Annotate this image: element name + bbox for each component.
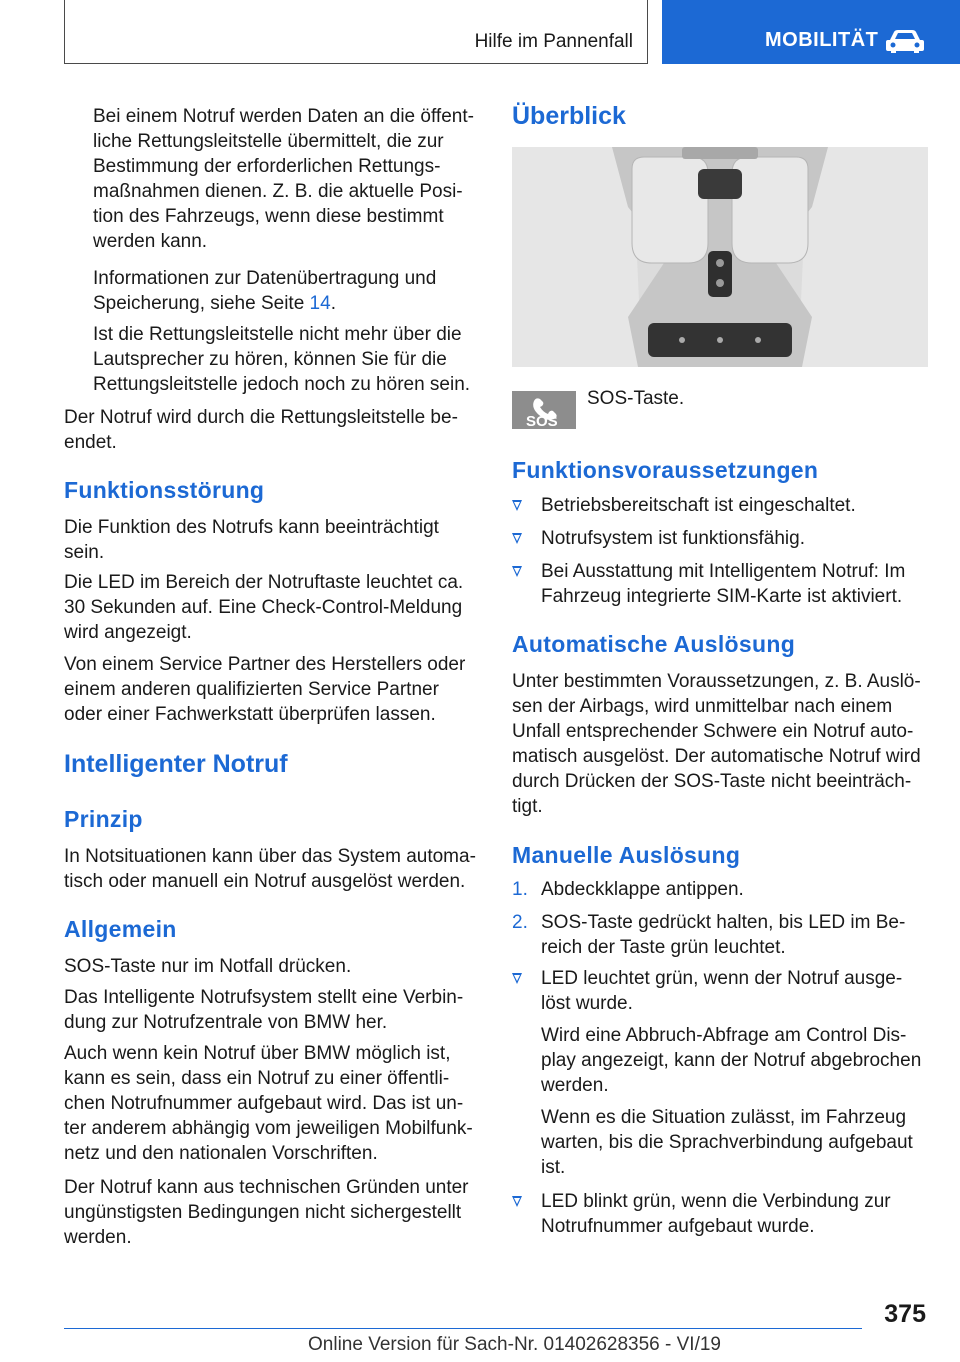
paragraph-function-impaired: Die Funktion des Notrufs kann beeinträchtigt sein. xyxy=(64,517,439,563)
paragraph-speaker: Ist die Rettungsleitstelle nicht mehr über die Lautsprecher zu hören, können Sie für die Rettungsleitstelle jedoch noch zu hören sein. xyxy=(93,324,471,395)
paragraph-service: Von einem Service Partner des Herstellers oder einem anderen qualifizierten Service Partner oder einer Fachwerkstatt überprüfen lassen. xyxy=(64,654,466,725)
sos-icon-text: SOS xyxy=(526,413,558,430)
paragraph-automatic: Unter bestimmten Voraussetzungen, z. B. Auslö‐sen der Airbags, wird unmittelbar nach einem Unfall entsprechender Schwere ein Notruf auto‐matisch ausgelöst. Der automatische Notruf wird durch Drücken der SOS-Taste nicht beeinträch‐tigt. xyxy=(512,671,921,817)
paragraph-public-number: Auch wenn kein Notruf über BMW möglich ist, kann es sein, dass ein Notruf zu einer öffentli‐chen Notrufnummer aufgebaut wird. Das ist un‐ter anderem abhängig vom jeweiligen Mobilfunk‐netz und den nationalen Vorschriften. xyxy=(64,1043,473,1164)
list-item-text: Notrufsystem ist funktionsfähig. xyxy=(541,528,805,549)
page-number: 375 xyxy=(884,1300,926,1328)
heading-intelligenter-notruf: Intelligenter Notruf xyxy=(64,750,288,778)
paragraph-principle: In Notsituationen kann über das System automa‐tisch oder manuell ein Notruf ausgelöst werden. xyxy=(64,846,476,892)
paragraph-call-end: Der Notruf wird durch die Rettungsleitstelle be‐endet. xyxy=(64,407,458,453)
paragraph-not-guaranteed: Der Notruf kann aus technischen Gründen unter ungünstigsten Bedingungen nicht sichergestellt werden. xyxy=(64,1177,469,1248)
sos-button-icon xyxy=(512,391,576,429)
paragraph-sos-only: SOS-Taste nur im Notfall drücken. xyxy=(64,956,352,977)
list-item xyxy=(512,559,926,609)
paragraph-led: Die LED im Bereich der Notruftaste leuchtet ca. 30 Sekunden auf. Eine Check-Control-Meldung wird angezeigt. xyxy=(64,572,464,643)
header-chapter-box xyxy=(662,0,960,64)
step-item xyxy=(512,910,926,960)
triangle-bullet-icon xyxy=(512,533,522,544)
heading-automatische-ausloesung: Automatische Auslösung xyxy=(512,631,796,657)
step-item xyxy=(512,877,926,902)
list-item xyxy=(512,526,926,551)
heading-manuelle-ausloesung: Manuelle Auslösung xyxy=(512,842,741,868)
list-item xyxy=(512,493,926,518)
step-number: 1. xyxy=(512,879,528,900)
header-chapter-title: MOBILITÄT xyxy=(765,29,879,51)
paragraph-connection: Das Intelligente Notrufsystem stellt eine Verbin‐dung zur Notrufzentrale von BMW her. xyxy=(64,987,464,1033)
step-text: SOS-Taste gedrückt halten, bis LED im Be‐reich der Taste grün leuchtet. xyxy=(541,912,906,958)
step-number: 2. xyxy=(512,912,528,933)
list-item-text: Betriebsbereitschaft ist eingeschaltet. xyxy=(541,495,856,516)
step-text: Abdeckklappe antippen. xyxy=(541,879,744,900)
sos-caption: SOS-Taste. xyxy=(587,388,685,409)
paragraph-data-transfer: Bei einem Notruf werden Daten an die öffent‐liche Rettungsleitstelle übermittelt, die zur Bestimmung der erforderlichen Rettungs‐maßnahmen dienen. Z. B. die aktuelle Posi‐tion des Fahrzeugs, wenn diese bestimmt werden kann. xyxy=(93,106,474,252)
paragraph-wait: Wenn es die Situation zulässt, im Fahrzeug warten, bis die Sprachverbindung aufgebaut ist. xyxy=(541,1107,913,1178)
overhead-console-image xyxy=(512,147,928,367)
heading-prinzip: Prinzip xyxy=(64,806,143,832)
header-section-box xyxy=(64,0,648,64)
triangle-bullet-icon xyxy=(512,1196,522,1207)
heading-funktionsvoraussetzungen: Funktionsvoraussetzungen xyxy=(512,457,819,483)
triangle-bullet-icon xyxy=(512,500,522,511)
footer-divider xyxy=(64,1328,862,1329)
heading-funktionsstoerung: Funktionsstörung xyxy=(64,477,265,503)
heading-allgemein: Allgemein xyxy=(64,916,177,942)
paragraph-data-info-end: . xyxy=(330,293,336,314)
result-text: LED leuchtet grün, wenn der Notruf ausge‐löst wurde. xyxy=(541,968,903,1014)
triangle-bullet-icon xyxy=(512,973,522,984)
triangle-bullet-icon xyxy=(512,566,522,577)
result-item xyxy=(512,966,926,1016)
paragraph-data-info xyxy=(64,266,478,316)
footer-online-version: Online Version für Sach-Nr. 01402628356 - VI/19 xyxy=(308,1334,721,1355)
result-text: LED blinkt grün, wenn die Verbindung zur Notrufnummer aufgebaut wurde. xyxy=(541,1191,891,1237)
paragraph-data-info-text: Informationen zur Datenübertragung und Speicherung, siehe Seite xyxy=(93,268,437,314)
car-icon xyxy=(884,28,926,54)
header-section-title: Hilfe im Pannenfall xyxy=(474,31,633,52)
heading-ueberblick: Überblick xyxy=(512,102,626,130)
list-item-text: Bei Ausstattung mit Intelligentem Notruf: Im Fahrzeug integrierte SIM-Karte ist aktiviert. xyxy=(541,561,906,607)
page-reference-link[interactable]: 14 xyxy=(309,293,331,314)
paragraph-abort: Wird eine Abbruch-Abfrage am Control Dis‐play angezeigt, kann der Notruf abgebrochen werden. xyxy=(541,1025,922,1096)
result-item xyxy=(512,1189,926,1239)
